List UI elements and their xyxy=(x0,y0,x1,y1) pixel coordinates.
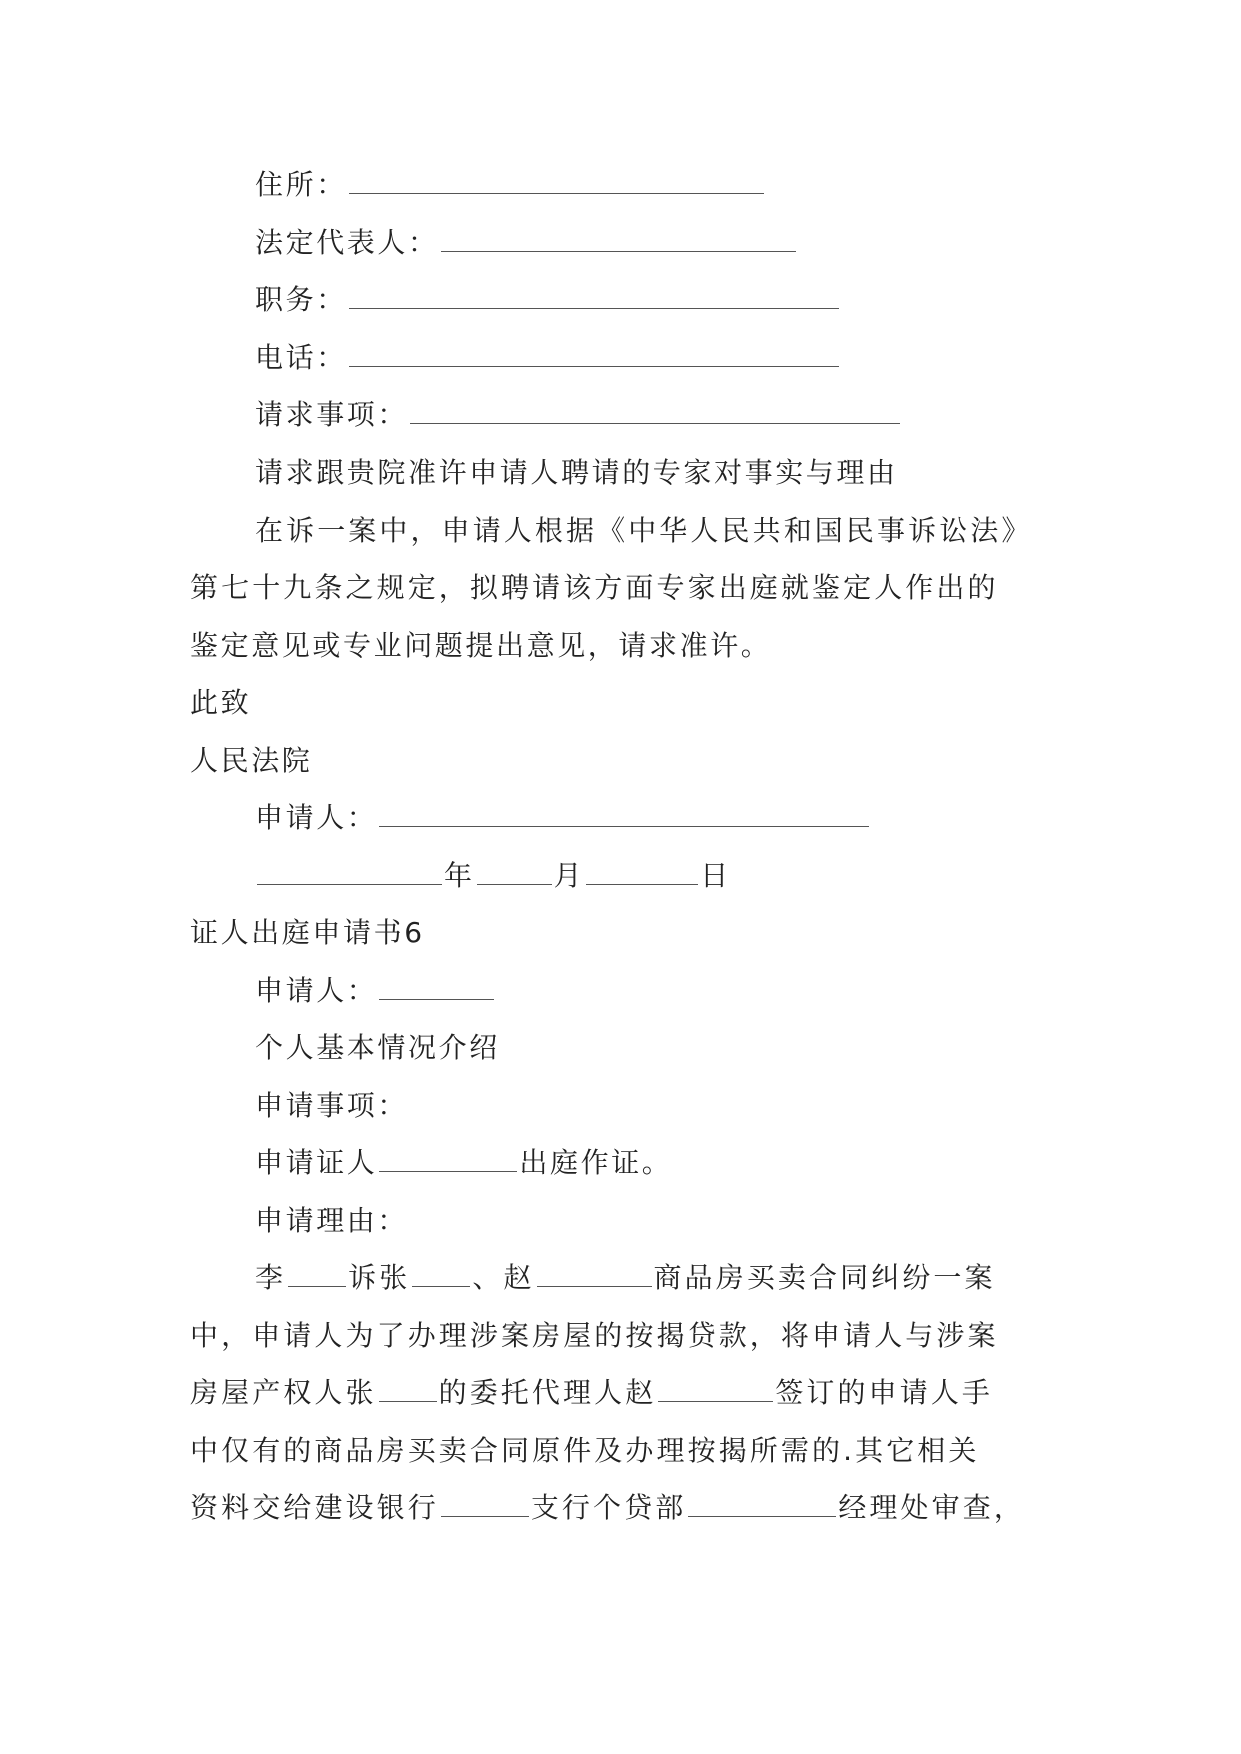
date-line xyxy=(255,858,731,894)
legal-rep-blank xyxy=(441,225,796,252)
body-line: 鉴定意见或专业问题提出意见，请求准许。 xyxy=(190,629,772,662)
body-line: 第七十九条之规定，拟聘请该方面专家出庭就鉴定人作出的 xyxy=(190,571,999,604)
reason-text: 房屋产权人张 xyxy=(190,1376,377,1409)
year-label: 年 xyxy=(444,859,475,892)
month-label: 月 xyxy=(553,859,585,892)
blank xyxy=(688,1490,836,1517)
item-pre: 申请证人 xyxy=(255,1146,378,1179)
address-line xyxy=(255,167,766,203)
reason-text: 李 xyxy=(255,1261,287,1294)
items-label: 申请事项： xyxy=(255,1089,409,1122)
court-name: 人民法院 xyxy=(190,744,313,777)
reason-text: 签订的申请人手 xyxy=(775,1376,994,1409)
month-blank xyxy=(477,858,552,885)
applicant-label: 申请人： xyxy=(255,801,378,834)
address-label: 住所： xyxy=(255,168,347,201)
request-text: 请求跟贵院准许申请人聘请的专家对事实与理由 xyxy=(255,456,898,489)
reason-text: 诉张 xyxy=(348,1261,411,1294)
reason-line: 中，申请人为了办理涉案房屋的按揭贷款，将申请人与涉案 xyxy=(190,1319,999,1352)
body-line: 在诉一案中，申请人根据《中华人民共和国民事诉讼法》 xyxy=(255,514,1033,547)
reason-text: 的委托代理人赵 xyxy=(438,1376,657,1409)
phone-line xyxy=(255,340,841,376)
request-label: 请求事项： xyxy=(255,398,409,431)
year-blank xyxy=(257,858,442,885)
reason-line: 中仅有的商品房买卖合同原件及办理按揭所需的.其它相关 xyxy=(190,1434,980,1467)
day-label: 日 xyxy=(700,859,731,892)
reason-label: 申请理由： xyxy=(255,1204,409,1237)
blank xyxy=(658,1375,773,1402)
section-title: 证人出庭申请书6 xyxy=(190,916,425,949)
item-line xyxy=(255,1145,672,1181)
request-blank xyxy=(410,397,900,424)
reason-text: 商品房买卖合同纠纷一案 xyxy=(653,1261,996,1294)
blank xyxy=(379,1375,437,1402)
applicant-label: 申请人： xyxy=(255,974,378,1007)
applicant-blank xyxy=(379,800,869,827)
legal-rep-label: 法定代表人： xyxy=(255,226,439,259)
blank xyxy=(288,1260,346,1287)
basic-info: 个人基本情况介绍 xyxy=(255,1031,500,1064)
legal-rep-line xyxy=(255,225,798,261)
salutation: 此致 xyxy=(190,686,252,719)
blank xyxy=(537,1260,652,1287)
applicant-blank xyxy=(379,973,494,1000)
reason-text: 经理处审查， xyxy=(838,1491,1025,1524)
applicant-line xyxy=(255,973,496,1009)
reason-text: 支行个贷部 xyxy=(530,1491,687,1524)
reason-line xyxy=(190,1375,993,1411)
reason-line xyxy=(190,1490,1025,1526)
blank xyxy=(441,1490,529,1517)
position-blank xyxy=(349,282,839,309)
request-line xyxy=(255,397,902,433)
witness-blank xyxy=(379,1145,517,1172)
reason-line xyxy=(255,1260,996,1296)
reason-text: 资料交给建设银行 xyxy=(190,1491,439,1524)
position-label: 职务： xyxy=(255,283,347,316)
day-blank xyxy=(586,858,698,885)
address-blank xyxy=(349,167,764,194)
applicant-line xyxy=(255,800,871,836)
phone-label: 电话： xyxy=(255,341,347,374)
position-line xyxy=(255,282,841,318)
item-post: 出庭作证。 xyxy=(519,1146,673,1179)
reason-text: 、赵 xyxy=(472,1261,535,1294)
blank xyxy=(412,1260,470,1287)
phone-blank xyxy=(349,340,839,367)
